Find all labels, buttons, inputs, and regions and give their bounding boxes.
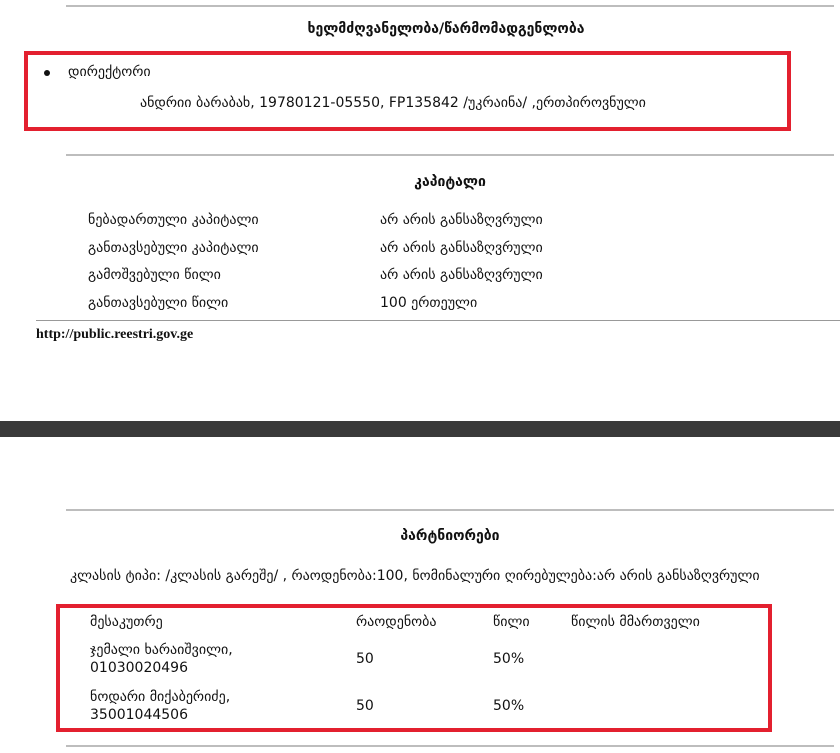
partners-title: პარტნიორები	[400, 528, 500, 544]
column-header-share: წილი	[493, 614, 530, 630]
owner-name: ნოდარი მიქაბერიძე,	[90, 689, 231, 705]
footer-divider	[36, 320, 840, 321]
capital-value: 100 ერთეული	[380, 295, 478, 311]
top-divider	[66, 5, 834, 7]
management-person: ანდრიი ბარაბახ, 19780121-05550, FP135842 /უკრაინა/ ,ერთპიროვნული	[140, 95, 646, 111]
capital-label: განთავსებული წილი	[88, 295, 229, 311]
page-separator	[0, 421, 840, 437]
owner-id: 35001044506	[90, 707, 188, 723]
bottom-divider	[66, 745, 834, 747]
management-title: ხელმძღვანელობა/წარმომადგენლობა	[307, 21, 585, 37]
column-header-manager: წილის მმართველი	[571, 614, 700, 630]
capital-value: არ არის განსაზღვრული	[380, 212, 543, 228]
share-value: 50%	[493, 651, 525, 667]
bullet-icon	[44, 70, 50, 76]
partners-divider	[66, 509, 834, 511]
capital-label: გამოშვებული წილი	[88, 267, 221, 283]
capital-title: კაპიტალი	[414, 174, 486, 190]
column-header-quantity: რაოდენობა	[356, 614, 437, 630]
owner-id: 01030020496	[90, 660, 188, 676]
quantity-value: 50	[356, 651, 374, 667]
share-value: 50%	[493, 698, 525, 714]
owner-name: ჯემალი ხარაიშვილი,	[90, 642, 233, 658]
footer-url[interactable]: http://public.reestri.gov.ge	[36, 327, 194, 342]
capital-divider	[66, 154, 834, 156]
share-class-info: კლასის ტიპი: /კლასის გარეშე/ , რაოდენობა:100, ნომინალური ღირებულება:არ არის განსაზღვრული	[70, 568, 760, 584]
column-header-owner: მესაკუთრე	[90, 614, 163, 630]
management-highlight-box	[24, 51, 791, 131]
capital-label: განთავსებული კაპიტალი	[88, 240, 259, 256]
capital-label: ნებადართული კაპიტალი	[88, 212, 259, 228]
quantity-value: 50	[356, 698, 374, 714]
capital-value: არ არის განსაზღვრული	[380, 267, 543, 283]
management-role: დირექტორი	[68, 64, 151, 80]
capital-value: არ არის განსაზღვრული	[380, 240, 543, 256]
